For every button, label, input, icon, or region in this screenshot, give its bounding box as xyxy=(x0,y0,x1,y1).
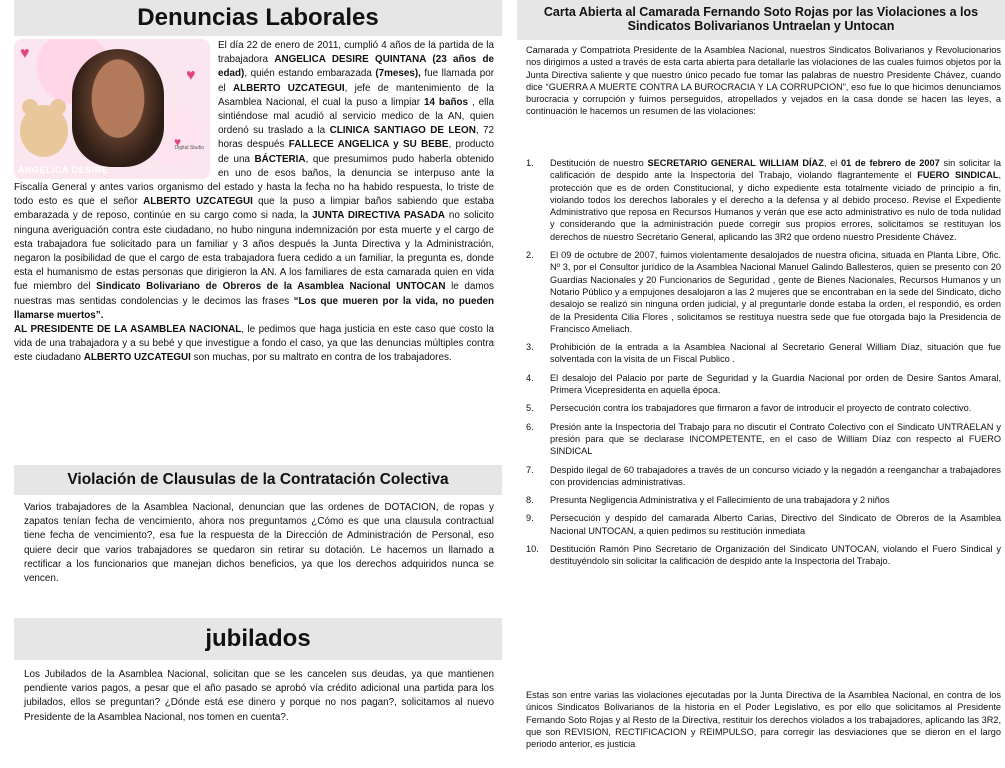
denuncias-run: fue llamada por el xyxy=(218,68,494,94)
denuncias-body xyxy=(14,39,494,366)
denuncias-run: le damos nuestras mas sentidas condolencias y le decimos las frases xyxy=(14,281,494,307)
open-letter-closing: Estas son entre varias las violaciones ejecutadas por la Junta Directiva de la Asamblea Nacional, en contra de los únicos Sindicatos Bolivarianos de la historia en el Poder Legislativo, es por ello que solicitamos al Presidente Fernando Soto Rojas y al Resto de la Directiva, restituir los derechos violados a los trabajadores, aplicando las 3R2, que son REVISION, RECTIFICACION y REIMPULSO, para corregir las desviaciones que se dieron en el largo periodo anterior, es justicia xyxy=(526,690,1001,750)
violation-text-run: El desalojo del Palacio por parte de Seguridad y la Guardia Nacional por orden de Desire Santos Amaral, Primera Vicepresidenta en aquella época. xyxy=(550,372,1001,396)
denuncias-run: , quién estando embarazada xyxy=(244,68,376,80)
violation-text-bold-run: SECRETARIO GENERAL WILLIAM DÍAZ xyxy=(647,158,824,168)
angelica-photo xyxy=(14,39,210,179)
violation-text-run: Destitución Ramón Pino Secretario de Organización del Sindicato UNTOCAN, violando el Fuero Sindical y destituyéndolo sin solicitar la calificación de despido ante la Inspectoria del Trabajo. xyxy=(550,544,1001,567)
open-letter-intro: Camarada y Compatriota Presidente de la Asamblea Nacional, nuestros Sindicatos Bolivarianos y Revolucionarios nos dirigimos a usted a través de esta carta abierta para detallarle las violaciones de las cuales fuimos objetos por la Junta Directiva saliente y que nuestro único pecado fue tomar las palabras de nuestro Presidente Chávez, cuando dice “GUERRA A MUERTE CONTRA LA BUROCRACIA Y LA CORRUPCION”, eso fue lo que hicimos denunciamos burocracia y corrupción y fuimos perseguidos, atropellados y vejados en la casa donde se hacen las leyes, a continuación le hacemos un resumen de las violaciones: xyxy=(526,45,1001,117)
denuncias-run: , 72 horas después xyxy=(218,125,494,151)
denuncias-bold-run: FALLECE ANGELICA y SU BEBE xyxy=(288,139,449,151)
photo-watermark: Digital Studio xyxy=(174,144,204,151)
violation-number: 3. xyxy=(526,342,534,353)
violation-text-bold-run: 01 de febrero de 2007 xyxy=(841,158,940,168)
violation-number: 6. xyxy=(526,421,534,432)
teddy-bear-icon xyxy=(20,105,68,157)
violation-text-run: , protección que es de orden Constitucional, y dicho expediente esta totalmente viciado de principio a fin, violando todos los derechos laborales y el derecho a la defensa y al debido proceso. Revise el Expediente Administrativo que reposa en Recursos Humanos y verán que ese acto administrativo es nulo de toda nulidad y considerando que la administración puede corregir sus propios errores, solicitamos se restituyan los derechos de nuestro Secretario General, aplicando las 3R2 que ordeno nuestro Presidente Chávez. xyxy=(550,170,1002,242)
denuncias-appeal-text xyxy=(14,324,494,363)
heart-icon: ♥ xyxy=(20,45,30,62)
violation-text-run: Persecución contra los trabajadores que firmaron a favor de introducir el proyecto de contrato colectivo. xyxy=(550,403,972,414)
violation-number: 2. xyxy=(526,250,534,261)
violation-number: 4. xyxy=(526,372,534,383)
denuncias-run: que la puso a limpiar baños sabiendo que estaba embarazada y de reposo, continúe en su cargo como si nada, la xyxy=(14,196,494,222)
denuncias-run: , ella sintiéndose mal acudió al servicio medico de la AN, quien ordenó su traslado a la xyxy=(218,96,494,137)
photo-caption: ANGELICA DESIRE xyxy=(18,164,109,175)
denuncias-bold-run: (7meses), xyxy=(375,68,421,80)
appeal-bold-run: ALBERTO UZCATEGUI xyxy=(83,352,191,364)
denuncias-run: , producto de una xyxy=(218,139,494,165)
denuncias-run: , jefe de mantenimiento de la Asamblea Nacional, el cual la puso a limpiar xyxy=(218,82,494,108)
violation-item xyxy=(526,402,1001,414)
denuncias-bold-run: ALBERTO UZCATEGUI xyxy=(232,82,345,94)
violation-number: 7. xyxy=(526,464,534,475)
violation-item xyxy=(526,249,1001,335)
violation-item xyxy=(526,372,1001,397)
heart-icon: ♥ xyxy=(174,135,182,149)
denuncias-bold-run: ALBERTO UZCATEGUI xyxy=(143,196,253,208)
violation-text-run: Presunta Negligencia Administrativa y el Fallecimiento de una trabajadora y 2 niños xyxy=(550,495,890,506)
denuncias-bold-run: JUNTA DIRECTIVA PASADA xyxy=(312,210,445,222)
appeal-run: son muchas, por su maltrato en contra de los trabajadores. xyxy=(190,352,452,364)
denuncias-bold-run: CLINICA SANTIAGO DE LEON xyxy=(329,125,476,137)
violation-number: 9. xyxy=(526,513,534,524)
violation-number: 10. xyxy=(526,544,539,555)
violations-list xyxy=(526,157,1001,574)
violation-number: 1. xyxy=(526,158,534,168)
denuncias-bold-run: BÁCTERIA xyxy=(254,153,306,165)
section-title-violacion: Violación de Clausulas de la Contratación Colectiva xyxy=(14,465,502,495)
denuncias-bold-run: ANGELICA DESIRE QUINTANA (23 años de edad) xyxy=(218,54,494,80)
portrait-face xyxy=(72,49,164,167)
violation-item xyxy=(526,421,1001,458)
denuncias-bold-run: Sindicato Bolivariano de Obreros de la Asamblea Nacional UNTOCAN xyxy=(96,281,446,293)
violation-number: 8. xyxy=(526,495,534,506)
violation-text-run: Persecución y despido del camarada Alberto Carias, Directivo del Sindicato de Obreros de la Asamblea Nacional UNTOCAN, a quien pedimos su restitución inmediata xyxy=(550,513,1001,536)
violation-text-run: sin solicitar la calificación de despido ante la Inspectoria del Trabajo, violando flagrantemente el xyxy=(550,158,1002,181)
violation-text-run: Despido ilegal de 60 trabajadores a través de un concurso viciado y la negadón a reenganchar a trabajadores con providencias administrativas. xyxy=(550,464,1001,487)
violation-item xyxy=(526,543,1001,568)
denuncias-run: El día 22 de enero de 2011, cumplió 4 años de la partida de la trabajadora xyxy=(218,40,494,66)
section-title-denuncias: Denuncias Laborales xyxy=(14,0,502,36)
violation-item xyxy=(526,157,1001,243)
violation-text-run: Destitución de nuestro xyxy=(550,158,648,168)
jubilados-body: Los Jubilados de la Asamblea Nacional, solicitan que se les cancelen sus deudas, ya que mantienen pendiente varios pagos, a pesar que el año pasado se aprobó vía crédito adicional una partida para los jubilados, ellos se preguntan? ¿Dónde está ese dinero y porque no nos pagan?, solicitamos al nuevo Presidente de la Asamblea Nacional, nos tomen en cuenta?. xyxy=(24,669,494,723)
denuncias-bold-run: 14 baños xyxy=(424,96,469,108)
violation-number: 5. xyxy=(526,403,534,414)
violation-text-run: , el xyxy=(823,158,842,168)
heart-icon: ♥ xyxy=(186,67,196,84)
appeal-bold-run: AL PRESIDENTE DE LA ASAMBLEA NACIONAL xyxy=(14,324,242,336)
denuncias-run: , que presumimos pudo haberla obtenido en uno de esos baños, la denuncia se interpuso ante la Fiscalía General y antes varios organismo del estado y hasta la fecha no ha habido respuesta, lo triste de todo esto es que el señor xyxy=(14,153,495,208)
violation-text-run: El 09 de octubre de 2007, fuimos violentamente desalojados de nuestra oficina, situada en Planta Libre, Ofic. Nº 3, por el Consultor jurídico de la Asamblea Nacional Manuel Galindo Ballesteros, quien se presento con 20 Guardias Nacionales y 20 Funcionarios de Seguridad , gente de Bienes Nacionales, Recursos Humanos y un Notario Público y a empujones desalojaron a las 2 mujeres que se encontraban en la sede del Sindicato, dicho desalojo se realizó sin ninguna orden judicial, y al preguntarle donde estaba la orden, el respondió, es orden de la Presidenta Cilia Flores , solicitamos se restituya nuestra sede que fue otorgada bajo la Presidencia de Francisco Ameliach. xyxy=(550,250,1001,334)
violation-text-run: Presión ante la Inspectoria del Trabajo para no discutir el Contrato Colectivo con el Sindicato UNTRAELAN y presión para que se declarase INCOMPETENTE, en el caso de William Díaz con respecto al FUERO SINDICAL xyxy=(550,421,1001,457)
violation-item xyxy=(526,512,1001,537)
denuncias-bold-run: “Los que mueren por la vida, no pueden llamarse muertos”. xyxy=(14,295,495,321)
open-letter-title: Carta Abierta al Camarada Fernando Soto Rojas por las Violaciones a los Sindicatos Bolivarianos Untraelan y Untocan xyxy=(517,0,1005,40)
violacion-body: Varios trabajadores de la Asamblea Nacional, denuncian que las ordenes de DOTACION, de ropas y zapatos tenían fecha de vencimiento, ahora nos preguntamos ¿Cómo es que una clausula contractual tiene fecha de vencimiento?, esa fue la respuesta de la Dirección de Administración de Personal, eso quiere decir que varios trabajadores se quedaron sin retirar su dotación. Le hacemos un llamado a rectificar a los funcionarios que manejan dichos beneficios, ya que los derechos adquiridos nunca se vencen. xyxy=(24,502,494,585)
violation-text-run: Prohibición de la entrada a la Asamblea Nacional al Secretario General William Díaz, situación que fue solventada con la visita de un Fiscal Publico . xyxy=(550,342,1001,365)
denuncias-run: no solicito ninguna averiguación contra este ciudadano, no hubo ninguna indemnización por esta muerte y el cargo de esta trabajadora fue solicitado para un familiar y 3 años después la Junta Directiva y la Administración, negaron la posibilidad de que el cargo de esta trabajadora fuera cedido a un familiar, la pregunta es, donde esta el humanismo de estas personas que dirigieron la AN. A los familiares de esta camarada quien en vida fue miembro del xyxy=(14,210,495,293)
violation-item xyxy=(526,494,1001,506)
section-title-jubilados: jubilados xyxy=(14,618,502,660)
violation-text-bold-run: FUERO SINDICAL xyxy=(917,170,999,181)
appeal-run: , le pedimos que haga justicia en este caso que costo la vida de una trabajadora y a su bebé y que investigue a fondo el caso, ya que las denuncias múltiples contra este ciudadano xyxy=(14,324,494,364)
violation-item xyxy=(526,341,1001,366)
violation-item xyxy=(526,464,1001,489)
